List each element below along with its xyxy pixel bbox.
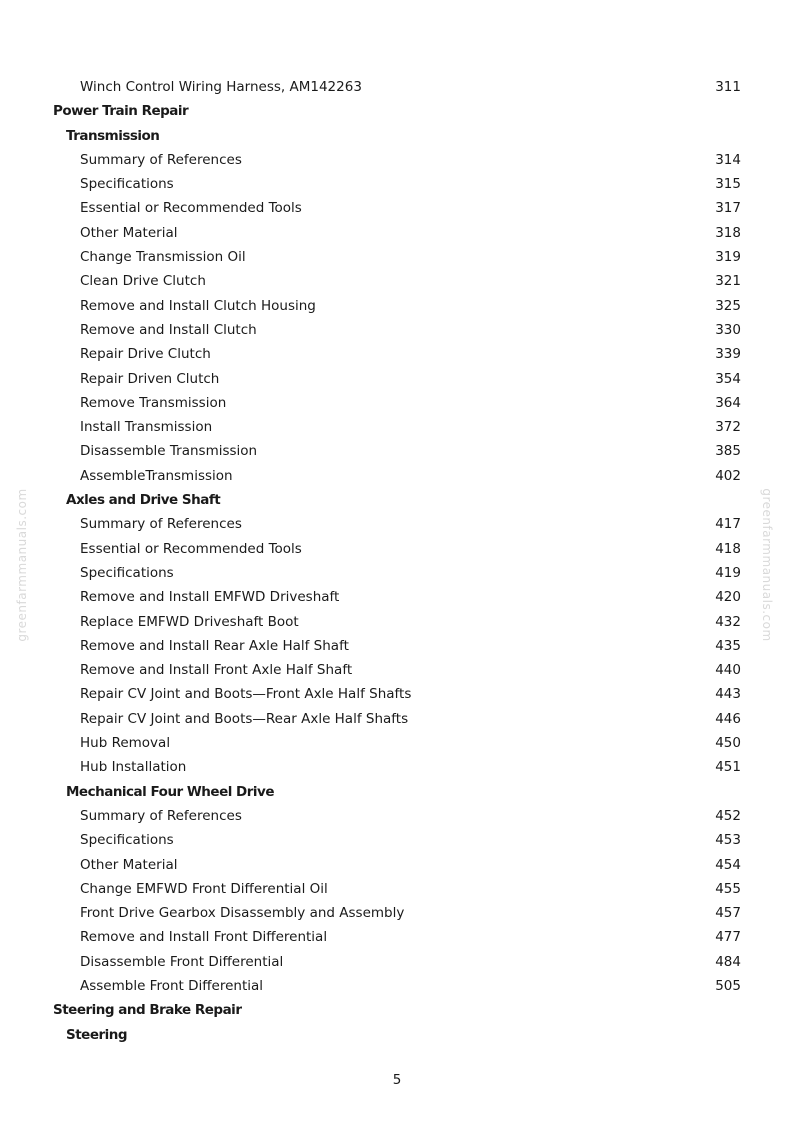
toc-entry-page: 435 bbox=[715, 637, 741, 654]
toc-entry-title: Repair Driven Clutch bbox=[80, 370, 220, 387]
toc-entry-title: Repair Drive Clutch bbox=[80, 346, 211, 363]
toc-entry-page: 419 bbox=[715, 564, 741, 581]
toc-entry[interactable] bbox=[0, 439, 794, 463]
toc-entry-page: 318 bbox=[715, 224, 741, 241]
toc-entry-page: 330 bbox=[715, 321, 741, 338]
toc-entry-title: Disassemble Transmission bbox=[80, 443, 258, 460]
toc-entry[interactable] bbox=[0, 974, 794, 998]
toc-entry-title: Remove and Install Clutch Housing bbox=[80, 297, 316, 314]
toc-section-heading[interactable] bbox=[0, 780, 794, 804]
toc-entry-title: Remove and Install Rear Axle Half Shaft bbox=[80, 637, 349, 654]
toc-entry-title: Transmission bbox=[66, 127, 160, 144]
toc-entry-title: Remove and Install Front Differential bbox=[80, 929, 328, 946]
toc-entry-page: 385 bbox=[715, 443, 741, 460]
toc-entry-page: 339 bbox=[715, 346, 741, 363]
toc-entry-title: Specifications bbox=[80, 832, 174, 849]
toc-entry[interactable] bbox=[0, 512, 794, 536]
toc-entry-title: Repair CV Joint and Boots—Rear Axle Half Shafts bbox=[80, 710, 409, 727]
toc-entry[interactable] bbox=[0, 682, 794, 706]
toc-entry-title: Change Transmission Oil bbox=[80, 249, 246, 266]
toc-entry[interactable] bbox=[0, 828, 794, 852]
toc-entry-title: Summary of References bbox=[80, 151, 242, 168]
toc-entry-page: 477 bbox=[715, 929, 741, 946]
toc-entry-title: Specifications bbox=[80, 564, 174, 581]
toc-entry-title: Disassemble Front Differential bbox=[80, 953, 284, 970]
toc-entry-page: 317 bbox=[715, 200, 741, 217]
toc-entry-page: 455 bbox=[715, 880, 741, 897]
toc-entry[interactable] bbox=[0, 245, 794, 269]
toc-entry-title: Repair CV Joint and Boots—Front Axle Half Shafts bbox=[80, 686, 412, 703]
toc-entry[interactable] bbox=[0, 367, 794, 391]
toc-entry[interactable] bbox=[0, 634, 794, 658]
toc-entry-title: Assemble Front Differential bbox=[80, 977, 264, 994]
toc-entry[interactable] bbox=[0, 391, 794, 415]
toc-entry-page: 443 bbox=[715, 686, 741, 703]
toc-entry-title: Remove and Install Clutch bbox=[80, 321, 257, 338]
toc-entry-title: Install Transmission bbox=[80, 419, 213, 436]
toc-entry-page: 451 bbox=[715, 759, 741, 776]
toc-entry-title: Hub Removal bbox=[80, 735, 171, 752]
toc-entry-title: Replace EMFWD Driveshaft Boot bbox=[80, 613, 299, 630]
toc-entry[interactable] bbox=[0, 294, 794, 318]
toc-entry-title: Axles and Drive Shaft bbox=[66, 492, 221, 509]
toc-entry-page: 319 bbox=[715, 249, 741, 266]
toc-entry[interactable] bbox=[0, 950, 794, 974]
toc-entry-page: 446 bbox=[715, 710, 741, 727]
toc-entry-page: 314 bbox=[715, 151, 741, 168]
toc-entry-page: 417 bbox=[715, 516, 741, 533]
toc-entry-page: 432 bbox=[715, 613, 741, 630]
toc-entry[interactable] bbox=[0, 658, 794, 682]
toc-entry-title: Mechanical Four Wheel Drive bbox=[66, 783, 274, 800]
toc-entry-page: 418 bbox=[715, 540, 741, 557]
toc-entry-page: 372 bbox=[715, 419, 741, 436]
toc-section-heading[interactable] bbox=[0, 488, 794, 512]
toc-entry-page: 440 bbox=[715, 662, 741, 679]
toc-entry-page: 420 bbox=[715, 589, 741, 606]
toc-entry-page: 321 bbox=[715, 273, 741, 290]
toc-entry[interactable] bbox=[0, 561, 794, 585]
toc-section-heading[interactable] bbox=[0, 99, 794, 123]
toc-entry[interactable] bbox=[0, 925, 794, 949]
toc-entry-title: Remove Transmission bbox=[80, 394, 227, 411]
toc-entry-title: Summary of References bbox=[80, 807, 242, 824]
toc-entry-title: Clean Drive Clutch bbox=[80, 273, 206, 290]
toc-entry[interactable] bbox=[0, 731, 794, 755]
toc-entry-page: 325 bbox=[715, 297, 741, 314]
toc-entry-title: Essential or Recommended Tools bbox=[80, 540, 302, 557]
toc-entry-title: AssembleTransmission bbox=[80, 467, 233, 484]
toc-entry[interactable] bbox=[0, 221, 794, 245]
toc-entry[interactable] bbox=[0, 464, 794, 488]
page-number: 5 bbox=[392, 1072, 402, 1088]
toc-entry-title: Specifications bbox=[80, 176, 174, 193]
toc-entry[interactable] bbox=[0, 318, 794, 342]
toc-entry-page: 457 bbox=[715, 905, 741, 922]
toc-entry[interactable] bbox=[0, 610, 794, 634]
toc-entry[interactable] bbox=[0, 269, 794, 293]
toc-entry-title: Power Train Repair bbox=[53, 103, 189, 120]
toc-entry-page: 364 bbox=[715, 394, 741, 411]
toc-entry[interactable] bbox=[0, 853, 794, 877]
toc-section-heading[interactable] bbox=[0, 124, 794, 148]
toc-entry-title: Winch Control Wiring Harness, AM142263 bbox=[80, 79, 362, 95]
toc-entry-page: 484 bbox=[715, 953, 741, 970]
toc-entry-page: 315 bbox=[715, 176, 741, 193]
toc-entry-page: 454 bbox=[715, 856, 741, 873]
toc-entry-page: 402 bbox=[715, 467, 741, 484]
toc-entry-title: Other Material bbox=[80, 856, 178, 873]
toc-section-heading[interactable] bbox=[0, 1023, 794, 1047]
toc-entry-title: Summary of References bbox=[80, 516, 242, 533]
toc-entry-page: 354 bbox=[715, 370, 741, 387]
toc-entry-page: 453 bbox=[715, 832, 741, 849]
toc-entry-page: 311 bbox=[715, 79, 741, 95]
toc-entry-title: Change EMFWD Front Differential Oil bbox=[80, 880, 328, 897]
toc-entry[interactable] bbox=[0, 172, 794, 196]
toc-entry[interactable] bbox=[0, 804, 794, 828]
toc-entry-page: 452 bbox=[715, 807, 741, 824]
toc-entry-title: Steering and Brake Repair bbox=[53, 1002, 242, 1019]
toc-entry[interactable] bbox=[0, 75, 794, 99]
toc-entry[interactable] bbox=[0, 148, 794, 172]
toc-entry[interactable] bbox=[0, 901, 794, 925]
toc-entry[interactable] bbox=[0, 537, 794, 561]
toc-entry[interactable] bbox=[0, 877, 794, 901]
watermark-right: greenfarmmanuals.com bbox=[760, 488, 774, 642]
toc-entry[interactable] bbox=[0, 342, 794, 366]
toc-entry[interactable] bbox=[0, 707, 794, 731]
toc-entry[interactable] bbox=[0, 415, 794, 439]
toc-entry-title: Essential or Recommended Tools bbox=[80, 200, 302, 217]
toc-entry-title: Steering bbox=[66, 1026, 128, 1043]
toc-entry[interactable] bbox=[0, 196, 794, 220]
toc-entry-page: 450 bbox=[715, 735, 741, 752]
toc-entry-title: Hub Installation bbox=[80, 759, 187, 776]
toc-entry-title: Front Drive Gearbox Disassembly and Assembly bbox=[80, 905, 405, 922]
watermark-left: greenfarmmanuals.com bbox=[15, 488, 29, 642]
toc-section-heading[interactable] bbox=[0, 998, 794, 1022]
table-of-contents bbox=[0, 75, 794, 1047]
toc-entry[interactable] bbox=[0, 755, 794, 779]
toc-entry-title: Remove and Install EMFWD Driveshaft bbox=[80, 589, 340, 606]
toc-entry-title: Remove and Install Front Axle Half Shaft bbox=[80, 662, 353, 679]
toc-entry-title: Other Material bbox=[80, 224, 178, 241]
toc-entry[interactable] bbox=[0, 585, 794, 609]
toc-entry-page: 505 bbox=[715, 977, 741, 994]
